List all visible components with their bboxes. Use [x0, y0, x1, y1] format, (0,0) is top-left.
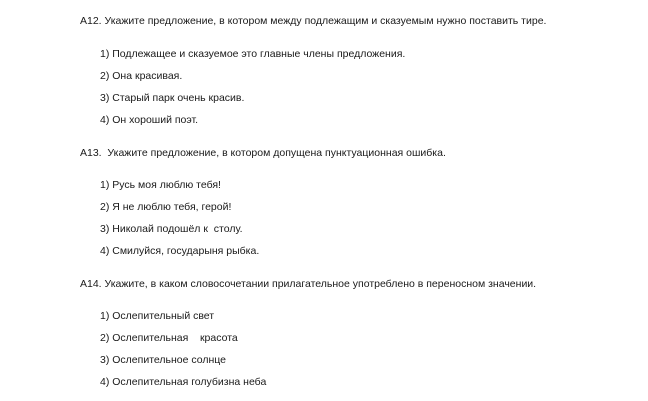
question-a13-option-2: 2) Я не люблю тебя, герой! — [100, 201, 232, 213]
question-a14-option-1: 1) Ослепительный свет — [100, 310, 215, 322]
question-a12-option-2: 2) Она красивая. — [100, 70, 183, 82]
question-a12-option-1: 1) Подлежащее и сказуемое это главные члены предложения. — [100, 48, 406, 60]
question-a13-option-3: 3) Николай подошёл к столу. — [100, 223, 243, 235]
question-a13-title: А13. Укажите предложение, в котором допущена пунктуационная ошибка. — [80, 147, 446, 159]
question-a12-option-3: 3) Старый парк очень красив. — [100, 92, 245, 104]
question-a12-title: А12. Укажите предложение, в котором между подлежащим и сказуемым нужно поставить тире. — [80, 15, 547, 27]
question-a14-option-2: 2) Ослепительная красота — [100, 332, 238, 344]
question-a12-option-4: 4) Он хороший поэт. — [100, 114, 199, 126]
question-a13-option-4: 4) Смилуйся, государыня рыбка. — [100, 245, 260, 257]
question-a13-option-1: 1) Русь моя люблю тебя! — [100, 179, 221, 191]
question-a14-option-4: 4) Ослепительная голубизна неба — [100, 376, 267, 388]
question-a14-option-3: 3) Ослепительное солнце — [100, 354, 226, 366]
question-a14-title: А14. Укажите, в каком словосочетании прилагательное употреблено в переносном значении. — [80, 278, 537, 290]
